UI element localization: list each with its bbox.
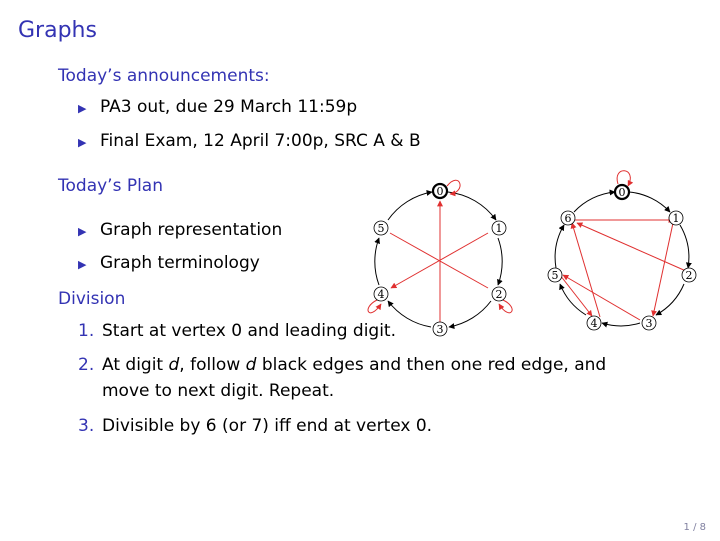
black-edge xyxy=(388,301,431,327)
node-label: 0 xyxy=(436,185,444,198)
red-edge xyxy=(560,275,592,316)
step-number: 3. xyxy=(78,416,95,436)
division-step xyxy=(78,413,678,439)
node-label: 1 xyxy=(672,212,680,225)
black-edge xyxy=(555,225,564,268)
announcements-heading: Today’s announcements: xyxy=(58,66,270,86)
black-edge xyxy=(375,238,379,285)
plan-item xyxy=(78,220,282,240)
node-label: 2 xyxy=(685,269,693,282)
bullet-triangle-icon: ▶ xyxy=(78,225,87,238)
page-number: 1 / 8 xyxy=(683,522,706,533)
plan-text: Graph terminology xyxy=(100,253,260,273)
announcement-text: Final Exam, 12 April 7:00p, SRC A & B xyxy=(100,131,421,151)
division-heading: Division xyxy=(58,289,126,309)
step-text: Divisible by 6 (or 7) iff end at vertex 0. xyxy=(102,416,433,436)
bullet-triangle-icon: ▶ xyxy=(78,136,87,149)
step-text: At digit d, follow d black edges and then one red edge, and move to next digit. Repeat. xyxy=(102,355,607,401)
announcement-text: PA3 out, due 29 March 11:59p xyxy=(100,97,358,117)
black-edge xyxy=(602,323,640,326)
announcement-item xyxy=(78,131,421,151)
plan-item xyxy=(78,253,260,273)
node-label: 3 xyxy=(436,323,444,336)
node-label: 6 xyxy=(564,212,572,225)
plan-text: Graph representation xyxy=(100,220,283,240)
graph-mod6 xyxy=(355,170,535,350)
red-self-loop xyxy=(617,171,630,186)
step-text: Start at vertex 0 and leading digit. xyxy=(102,321,397,341)
node-label: 4 xyxy=(590,317,598,330)
slide-title: Graphs xyxy=(18,18,97,43)
black-edge xyxy=(656,284,684,315)
black-edge xyxy=(388,192,432,220)
black-edge xyxy=(449,301,491,327)
node-label: 5 xyxy=(551,269,559,282)
graph-mod7 xyxy=(540,165,710,335)
red-self-loop xyxy=(499,300,512,313)
red-edge xyxy=(563,275,640,320)
node-label: 4 xyxy=(377,288,385,301)
node-label: 5 xyxy=(377,222,385,235)
black-edge xyxy=(560,284,586,315)
red-edge xyxy=(572,223,600,317)
plan-heading: Today’s Plan xyxy=(58,176,163,196)
node-label: 1 xyxy=(495,222,503,235)
node-label: 0 xyxy=(618,186,626,199)
node-label: 2 xyxy=(495,288,503,301)
red-self-loop xyxy=(368,300,381,313)
black-edge xyxy=(680,225,689,268)
red-edge xyxy=(653,223,673,316)
node-label: 3 xyxy=(645,317,653,330)
step-number: 2. xyxy=(78,355,95,375)
bullet-triangle-icon: ▶ xyxy=(78,102,87,115)
announcement-item xyxy=(78,97,357,117)
step-number: 1. xyxy=(78,321,95,341)
division-step xyxy=(78,352,658,404)
red-edge xyxy=(577,223,686,271)
black-edge xyxy=(498,238,502,285)
black-edge xyxy=(629,192,670,212)
black-edge xyxy=(448,192,496,220)
black-edge xyxy=(574,192,615,212)
bullet-triangle-icon: ▶ xyxy=(78,258,87,271)
